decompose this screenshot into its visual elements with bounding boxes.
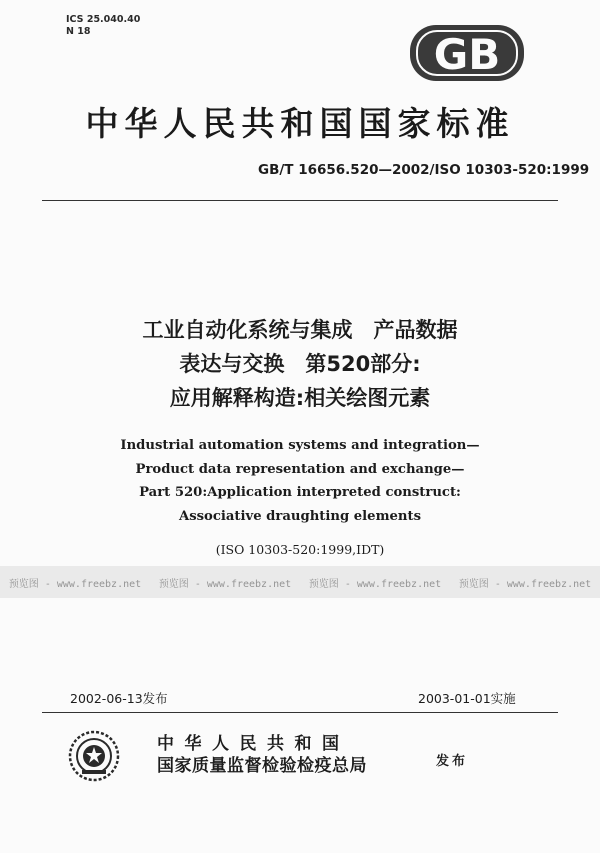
- gb-logo-text: GB: [433, 30, 501, 79]
- watermark-text: 预览图 - www.freebz.net: [458, 578, 592, 590]
- chinese-title-line: 应用解释构造:相关绘图元素: [169, 386, 431, 410]
- chinese-title-line: 工业自动化系统与集成 产品数据: [142, 318, 458, 342]
- watermark-text: 预览图 - www.freebz.net: [308, 578, 442, 590]
- english-title-line: Product data representation and exchange—: [135, 461, 465, 477]
- ccs-code: N 18: [66, 26, 91, 37]
- standard-title: 中华人民共和国国家标准: [85, 104, 515, 143]
- implementation-date: 2003-01-01实施: [418, 691, 516, 706]
- issuer-agency: 国家质量监督检验检疫总局: [157, 756, 367, 776]
- issuing-authority: [157, 733, 367, 777]
- issue-date: 2002-06-13发布: [70, 691, 168, 706]
- english-title: [0, 434, 600, 528]
- publish-label: 发布: [436, 754, 469, 769]
- chinese-title: [0, 313, 600, 415]
- watermark-text: 预览图 - www.freebz.net: [158, 578, 292, 590]
- standard-code: GB/T 16656.520—2002/ISO 10303-520:1999: [258, 162, 590, 178]
- top-divider: [42, 200, 558, 201]
- watermark-text: 预览图 - www.freebz.net: [8, 578, 142, 590]
- iso-reference: (ISO 10303-520:1999,IDT): [215, 542, 385, 557]
- gb-logo: [408, 22, 526, 84]
- ics-code: ICS 25.040.40: [66, 14, 141, 25]
- english-title-line: Part 520:Application interpreted construct:: [139, 485, 461, 500]
- english-title-line: Industrial automation systems and integration—: [120, 438, 480, 453]
- english-title-line: Associative draughting elements: [178, 508, 422, 524]
- national-emblem-icon: [68, 730, 120, 782]
- bottom-divider: [42, 712, 558, 713]
- classification-codes: [66, 14, 140, 38]
- chinese-title-line: 表达与交换 第520部分:: [179, 352, 421, 376]
- issuer-country: 中华人民共和国: [157, 734, 350, 754]
- watermark-band: [0, 566, 600, 598]
